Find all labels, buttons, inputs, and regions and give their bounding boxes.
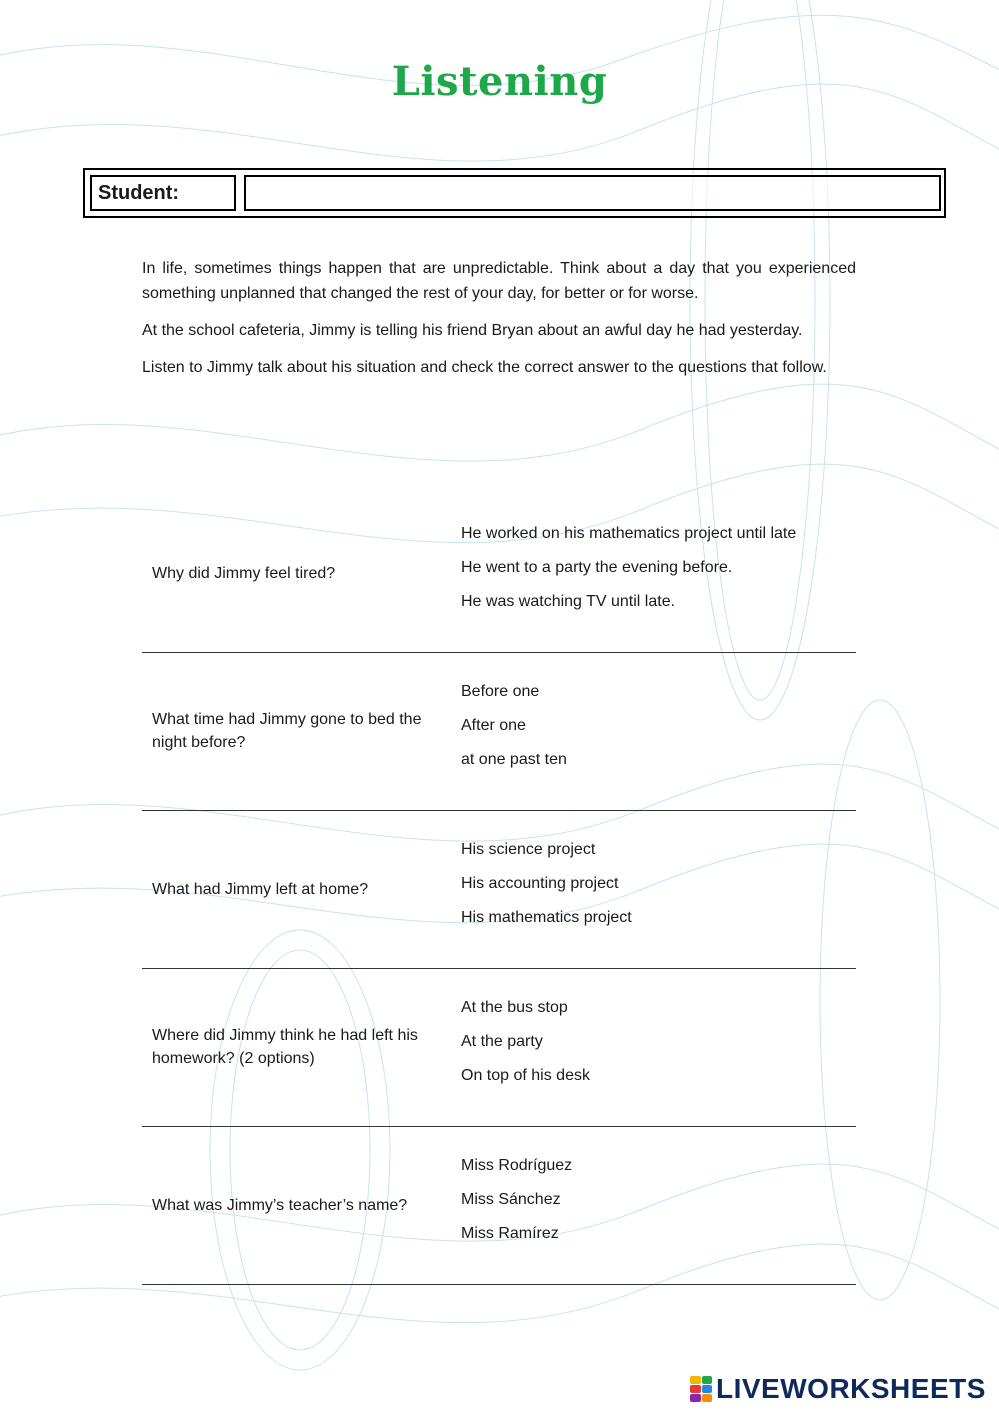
logo-mark-icon	[690, 1376, 712, 1402]
page-title: Listening	[391, 58, 608, 105]
answer-option[interactable]: Before one	[461, 683, 540, 700]
answer-option[interactable]: Miss Ramírez	[461, 1225, 559, 1242]
question-row	[142, 652, 856, 811]
question-text: Why did Jimmy feel tired?	[152, 564, 336, 582]
question-text: What time had Jimmy gone to bed the night before?	[152, 711, 422, 751]
student-label: Student:	[90, 175, 236, 211]
answer-option[interactable]: His accounting project	[461, 875, 619, 892]
intro-paragraph: In life, sometimes things happen that are unpredictable. Think about a day that you experienced something unplanned that changed the rest of your day, for better or for worse.	[142, 260, 856, 302]
answer-option[interactable]: Miss Sánchez	[461, 1191, 561, 1208]
question-text: What had Jimmy left at home?	[152, 880, 369, 898]
answer-option[interactable]: He worked on his mathematics project until late	[461, 525, 797, 542]
answer-option[interactable]: at one past ten	[461, 751, 567, 768]
student-name-field[interactable]	[244, 175, 941, 211]
instructions	[142, 256, 856, 392]
intro-paragraph: Listen to Jimmy talk about his situation and check the correct answer to the questions that follow.	[142, 359, 827, 376]
liveworksheets-logo	[690, 1372, 986, 1406]
question-row	[142, 494, 856, 653]
question-row	[142, 1126, 856, 1285]
question-text: Where did Jimmy think he had left his homework? (2 options)	[152, 1027, 418, 1067]
answer-option[interactable]: Miss Rodríguez	[461, 1157, 573, 1174]
student-name-row	[83, 168, 946, 218]
intro-paragraph: At the school cafeteria, Jimmy is telling his friend Bryan about an awful day he had yesterday.	[142, 322, 803, 339]
question-row	[142, 810, 856, 969]
answer-option[interactable]: At the party	[461, 1033, 543, 1050]
answer-option[interactable]: After one	[461, 717, 526, 734]
answer-option[interactable]: He went to a party the evening before.	[461, 559, 733, 576]
answer-option[interactable]: His science project	[461, 841, 596, 858]
answer-option[interactable]: On top of his desk	[461, 1067, 590, 1084]
brand-name: LIVEWORKSHEETS	[716, 1373, 986, 1404]
answer-option[interactable]: He was watching TV until late.	[461, 593, 676, 610]
answer-option[interactable]: His mathematics project	[461, 909, 632, 926]
question-text: What was Jimmy’s teacher’s name?	[152, 1196, 408, 1214]
answer-option[interactable]: At the bus stop	[461, 999, 568, 1016]
question-row	[142, 968, 856, 1127]
